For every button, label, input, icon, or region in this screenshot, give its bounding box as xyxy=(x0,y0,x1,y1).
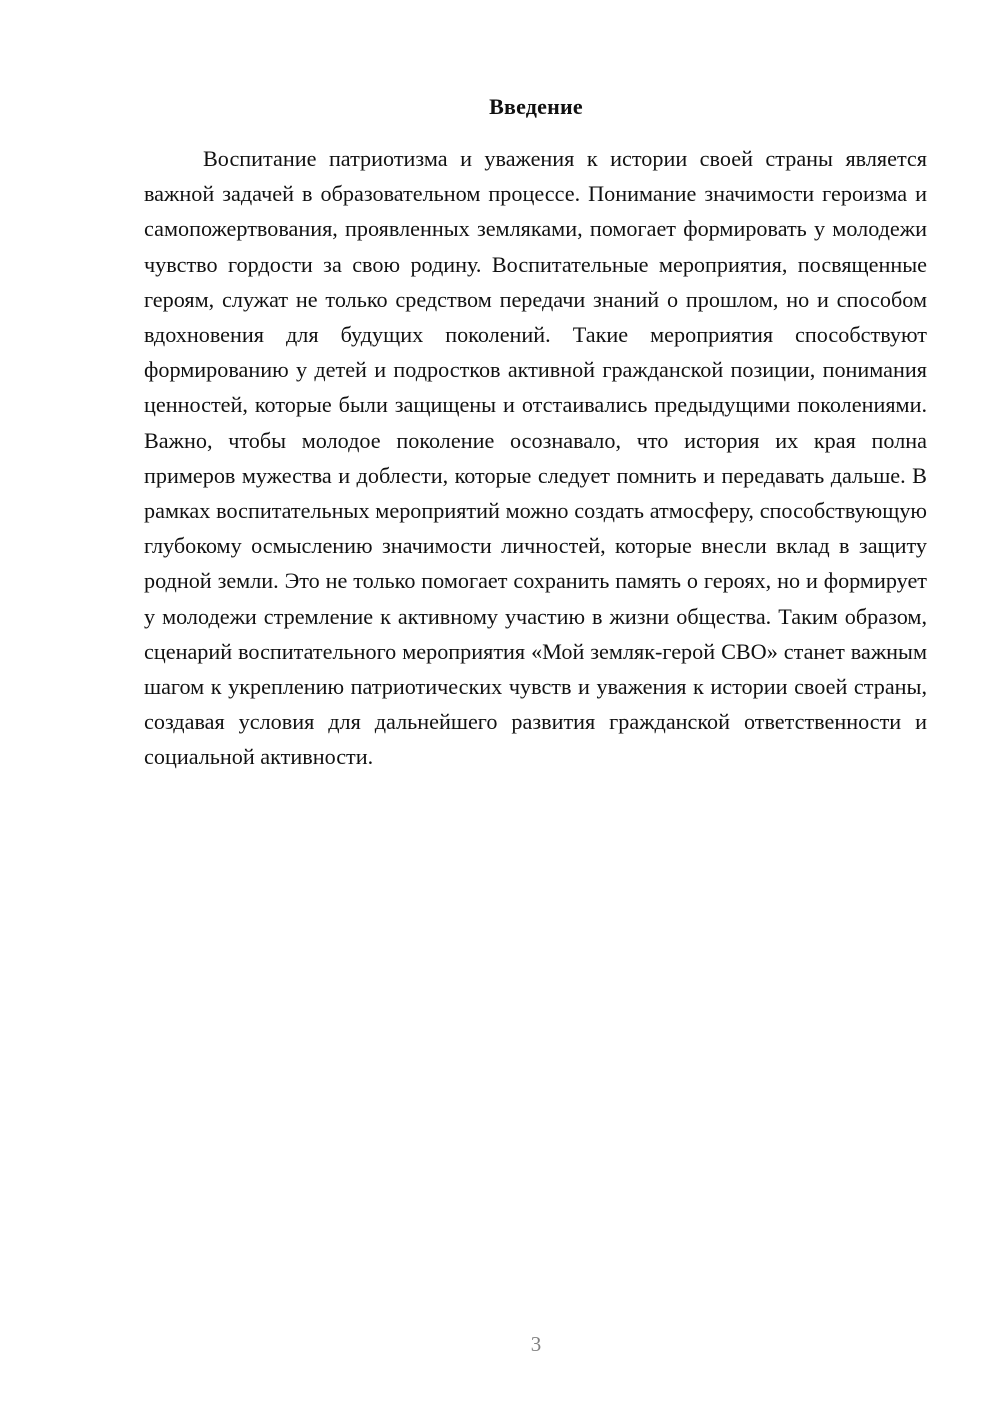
page-number: 3 xyxy=(530,1332,542,1356)
intro-paragraph: Воспитание патриотизма и уважения к истории своей страны является важной задачей в образовательном процессе. Понимание значимости героизма и самопожертвования, проявленных земляками, помогает формировать у молодежи чувство гордости за свою родину. Воспитательные мероприятия, посвященные героям, служат не только средством передачи знаний о прошлом, но и способом вдохновения для будущих поколений. Такие мероприятия способствуют формированию у детей и подростков активной гражданской позиции, понимания ценностей, которые были защищены и отстаивались предыдущими поколениями. Важно, чтобы молодое поколение осознавало, что история их края полна примеров мужества и доблести, которые следует помнить и передавать дальше. В рамках воспитательных мероприятий можно создать атмосферу, способствующую глубокому осмыслению значимости личностей, которые внесли вклад в защиту родной земли. Это не только помогает сохранить память о героях, но и формирует у молодежи стремление к активному участию в жизни общества. Таким образом, сценарий воспитательного мероприятия «Мой земляк-герой СВО» станет важным шагом к укреплению патриотических чувств и уважения к истории своей страны, создавая условия для дальнейшего развития гражданской ответственности и социальной активности. xyxy=(144,146,927,770)
section-heading: Введение xyxy=(489,94,583,119)
